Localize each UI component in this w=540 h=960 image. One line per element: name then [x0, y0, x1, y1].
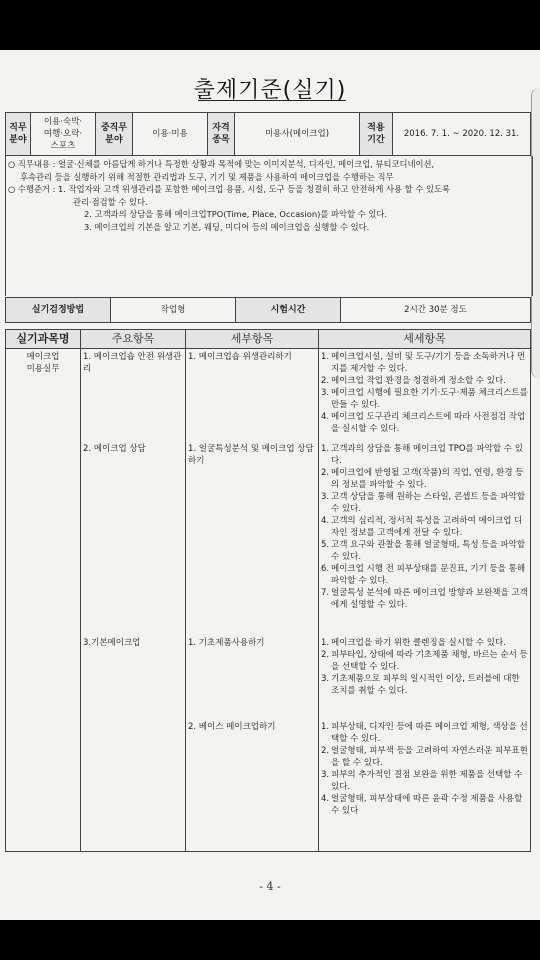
- duty-line-2: 후속관리 등을 실행하기 위해 적절한 관리법과 도구, 기기 및 제품을 사용하여 메이크업을 수행하는 직무: [20, 171, 394, 182]
- list-item: 1. 메이크업시설, 설비 및 도구/기기 등을 소독하거나 먼지를 제거할 수 있다.: [321, 352, 526, 374]
- detail-group-1: [321, 351, 528, 443]
- main-item-2: 2. 메이크업 상담: [83, 444, 146, 454]
- header-table: [5, 112, 531, 156]
- sub-item-3-1: 1. 기초제품사용하기: [188, 638, 265, 648]
- exam-method-value: 작업형: [111, 298, 236, 323]
- main-item-3: 3.기본메이크업: [83, 638, 141, 648]
- title-underline: [198, 100, 346, 101]
- col-sub-item: 세부항목: [186, 330, 319, 349]
- main-items-cell: [81, 349, 186, 852]
- page-title: 출제기준(실기): [193, 78, 347, 103]
- duty-line-1: ○ 직무내용 : 얼굴·신체를 아름답게 하거나 특정한 상황과 목적에 맞는 이미지분석, 디자인, 메이크업, 뷰티코디네이션,: [8, 159, 435, 169]
- col-subject: 실기과목명: [6, 330, 81, 349]
- page-number: - 4 -: [259, 880, 281, 893]
- list-item: 2. 메이크업 작업 환경을 청결하게 정소할 수 있다.: [321, 376, 506, 386]
- sub-item-3-2: 2. 베이스 메이크업하기: [188, 722, 276, 732]
- list-item: 5. 고객 요구와 관찰을 통해 얼굴형태, 특성 등을 파악할 수 있다.: [321, 540, 526, 562]
- period-value: 2016. 7. 1. ~ 2020. 12. 31.: [393, 113, 531, 156]
- col-detail-item: 세세항목: [319, 330, 531, 349]
- job-description: [5, 156, 533, 296]
- qual-label: 자격 종목: [208, 113, 235, 156]
- period-label: 적용 기간: [360, 113, 393, 156]
- detail-items-cell: [319, 349, 531, 852]
- list-item: 4. 고객의 심리적, 정서적 특성을 고려하여 메이크업 디자인 정보를 고객에게 전달 수 있다.: [321, 516, 523, 538]
- job-field-value: 이용·숙박· 여행·오락· 스포츠: [31, 113, 96, 156]
- list-item: 2. 얼굴형태, 피부색 등을 고려하여 자연스러운 피부표현을 할 수 있다.: [321, 746, 528, 768]
- sub-items-cell: [186, 349, 319, 852]
- detail-group-2: [321, 443, 528, 637]
- sub-item-1-1: 1. 메이크업숍 위생관리하기: [188, 352, 292, 362]
- subject-name: 메이크업 미용실무: [26, 352, 60, 374]
- job-field-label: 직무 분야: [6, 113, 31, 156]
- detail-group-4: [321, 721, 528, 817]
- list-item: 2. 피부타입, 상태에 따라 기초제품 채형, 바르는 순서 등을 선택할 수 있다.: [321, 650, 528, 672]
- mid-field-value: 이용·미용: [133, 113, 208, 156]
- qual-value: 미용사(메이크업): [235, 113, 360, 156]
- criteria-line-2: 관리·점검할 수 있다.: [73, 196, 148, 207]
- list-item: 2. 메이크업에 반영될 고객(작품)의 직업, 연령, 환경 등의 정보를 파악할 수 있다.: [321, 468, 524, 490]
- exam-method-label: 실기검정방법: [6, 298, 111, 323]
- exam-method-table: [5, 297, 531, 323]
- list-item: 3. 피부의 추가적인 결점 보완을 위한 제품을 선택할 수 있다.: [321, 770, 523, 792]
- list-item: 4. 메이크업 도구관리 체크리스트에 따라 사전점검 작업을 실시할 수 있다.: [321, 412, 526, 434]
- criteria-line-3: 2. 고객과의 상담을 통해 메이크업TPO(Time, Place, Occasion)를 파악할 수 있다.: [84, 209, 388, 219]
- sub-item-2-1: 1. 얼굴특성분석 및 메이크업 상담하기: [188, 444, 314, 466]
- criteria-line-4: 3. 메이크업의 기본을 알고 기본, 웨딩, 미디어 등의 메이크업을 실행할 수 있다.: [84, 221, 370, 232]
- list-item: 3. 메이크업 시행에 필요한 기기·도구·제품 체크리스트를 만들 수 있다.: [321, 388, 528, 410]
- list-item: 1. 고객과의 상담을 통해 메이크업 TPO를 파악할 수 있다.: [321, 444, 523, 466]
- list-item: 6. 메이크업 시행 전 피부상태를 문진표, 기기 등을 통해 파악할 수 있다.: [321, 564, 526, 586]
- detail-group-3: [321, 637, 528, 721]
- criteria-line-1: ○ 수행준거 : 1. 작업자와 고객 위생관리를 포함한 메이크업 용품, 시설, 도구 등을 청결히 하고 안전하게 사용 할 수 있도록: [8, 184, 451, 194]
- list-item: 1. 메이크업을 하기 위한 클렌징을 실시할 수 있다.: [321, 638, 506, 648]
- criteria-table: [5, 329, 531, 852]
- list-item: 4. 얼굴형태, 피부상태에 따른 윤곽 수정 제품을 사용할 수 있다: [321, 794, 523, 816]
- subject-cell: [6, 349, 81, 852]
- list-item: 3. 기초제품으로 피부의 일시적인 이상, 트러블에 대한 조치를 취할 수 있다.: [321, 674, 520, 696]
- list-item: 1. 피부상태, 디자인 등에 따른 메이크업 제형, 색상을 선택할 수 있다.: [321, 722, 528, 744]
- mid-field-label: 중직무 분야: [96, 113, 133, 156]
- exam-time-label: 시험시간: [236, 298, 341, 323]
- col-main-item: 주요항목: [81, 330, 186, 349]
- exam-time-value: 2시간 30분 정도: [341, 298, 531, 323]
- main-item-1: 1. 메이크업숍 안전 위생관리: [83, 352, 182, 374]
- list-item: 7. 얼굴특성 분석에 따른 메이크업 방향과 보완책을 고객에게 설명할 수 있다.: [321, 588, 528, 610]
- list-item: 3. 고객 상담을 통해 원하는 스타일, 콘셉트 등을 파악할 수 있다.: [321, 492, 526, 514]
